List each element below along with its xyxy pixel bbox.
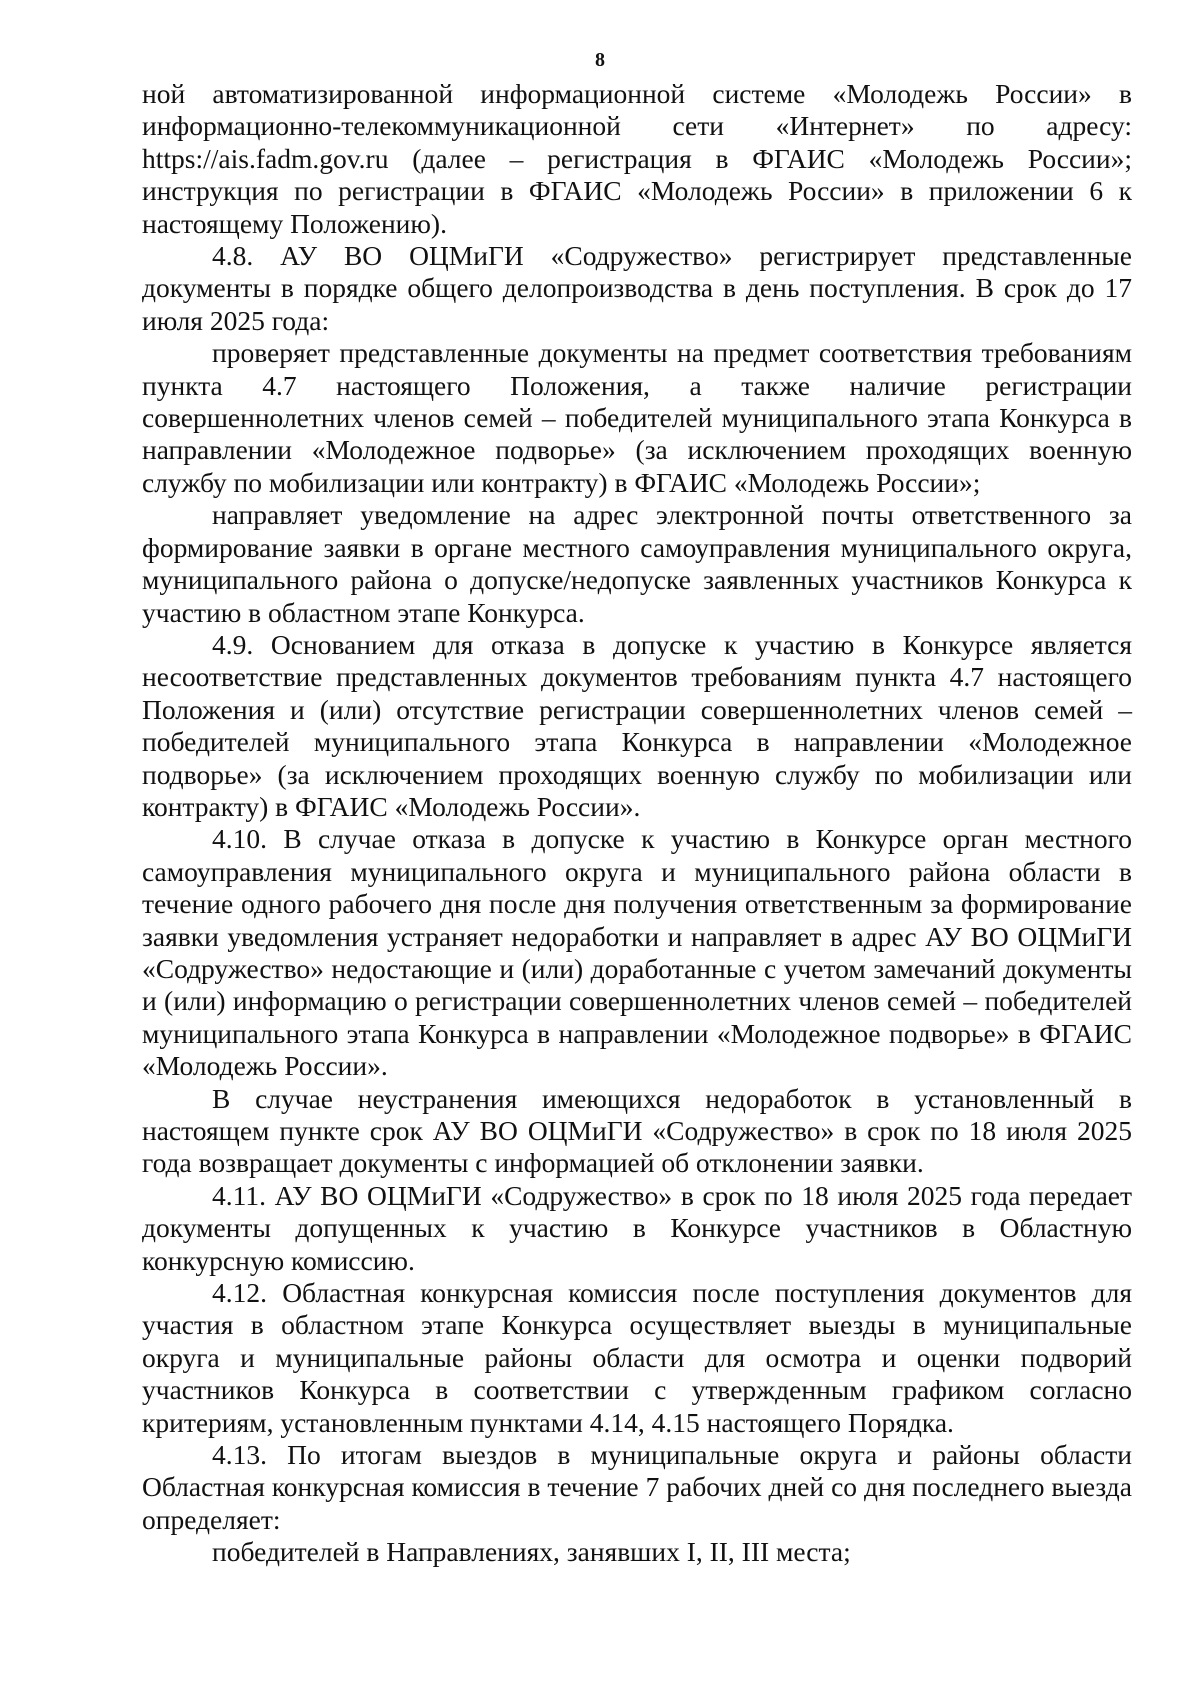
paragraph-4-13: 4.13. По итогам выездов в муниципальные округа и районы области Областная конкурсная комиссия в течение 7 рабочих дней со дня последнего выезда определяет: [142,1439,1132,1535]
paragraph-4-13-winners: победителей в Направлениях, занявших I, II, III места; [212,1536,851,1568]
paragraph-4-8: 4.8. АУ ВО ОЦМиГИ «Содружество» регистрирует представленные документы в порядке общего делопроизводства в день поступления. В срок до 17 июля 2025 года: [142,240,1132,336]
paragraph-4-12: 4.12. Областная конкурсная комиссия после поступления документов для участия в областном этапе Конкурса осуществляет выезды в муниципальные округа и муниципальные районы области для осмотра и оценки подворий участников Конкурса в соответствии с утвержденным графиком согласно критериям, установленным пунктами 4.14, 4.15 настоящего Порядка. [142,1277,1132,1438]
paragraph-4-8-notify: направляет уведомление на адрес электронной почты ответственного за формирование заявки в органе местного самоуправления муниципального округа, муниципального района о допуске/недопуске заявленных участников Конкурса к участию в областном этапе Конкурса. [142,499,1132,628]
paragraph-4-9: 4.9. Основанием для отказа в допуске к участию в Конкурсе является несоответствие представленных документов требованиям пункта 4.7 настоящего Положения и (или) отсутствие регистрации совершеннолетних членов семей – победителей муниципального этапа Конкурса в направлении «Молодежное подворье» (за исключением проходящих военную службу по мобилизации или контракту) в ФГАИС «Молодежь России». [142,628,1132,822]
paragraph-4-8-check: проверяет представленные документы на предмет соответствия требованиям пункта 4.7 настоящего Положения, а также наличие регистрации совершеннолетних членов семей – победителей муниципального этапа Конкурса в направлении «Молодежное подворье» (за исключением проходящих военную службу по мобилизации или контракту) в ФГАИС «Молодежь России»; [142,337,1132,498]
paragraph-4-11: 4.11. АУ ВО ОЦМиГИ «Содружество» в срок по 18 июля 2025 года передает документы допущенных к участию в Конкурсе участников в Областную конкурсную комиссию. [142,1179,1132,1276]
paragraph-continuation: ной автоматизированной информационной системе «Молодежь России» в информационно-телекоммуникационной сети «Интернет» по адресу: https://ais.fadm.gov.ru (далее – регистрация в ФГАИС «Молодежь России»; инструкция по регистрации в ФГАИС «Молодежь России» в приложении 6 к настоящему Положению). [142,78,1132,239]
paragraph-4-10: 4.10. В случае отказа в допуске к участию в Конкурсе орган местного самоуправления муниципального округа и муниципального района области в течение одного рабочего дня после дня получения ответственным за формирование заявки уведомления устраняет недоработки и направляет в адрес АУ ВО ОЦМиГИ «Содружество» недостающие и (или) доработанные с учетом замечаний документы и (или) информацию о регистрации совершеннолетних членов семей – победителей муниципального этапа Конкурса в направлении «Молодежное подворье» в ФГАИС «Молодежь России». [142,823,1132,1082]
page-number: 8 [595,49,605,71]
document-body [142,78,1132,1569]
paragraph-4-10-return: В случае неустранения имеющихся недоработок в установленный в настоящем пункте срок АУ ВО ОЦМиГИ «Содружество» в срок по 18 июля 2025 года возвращает документы с информацией об отклонении заявки. [142,1082,1132,1179]
